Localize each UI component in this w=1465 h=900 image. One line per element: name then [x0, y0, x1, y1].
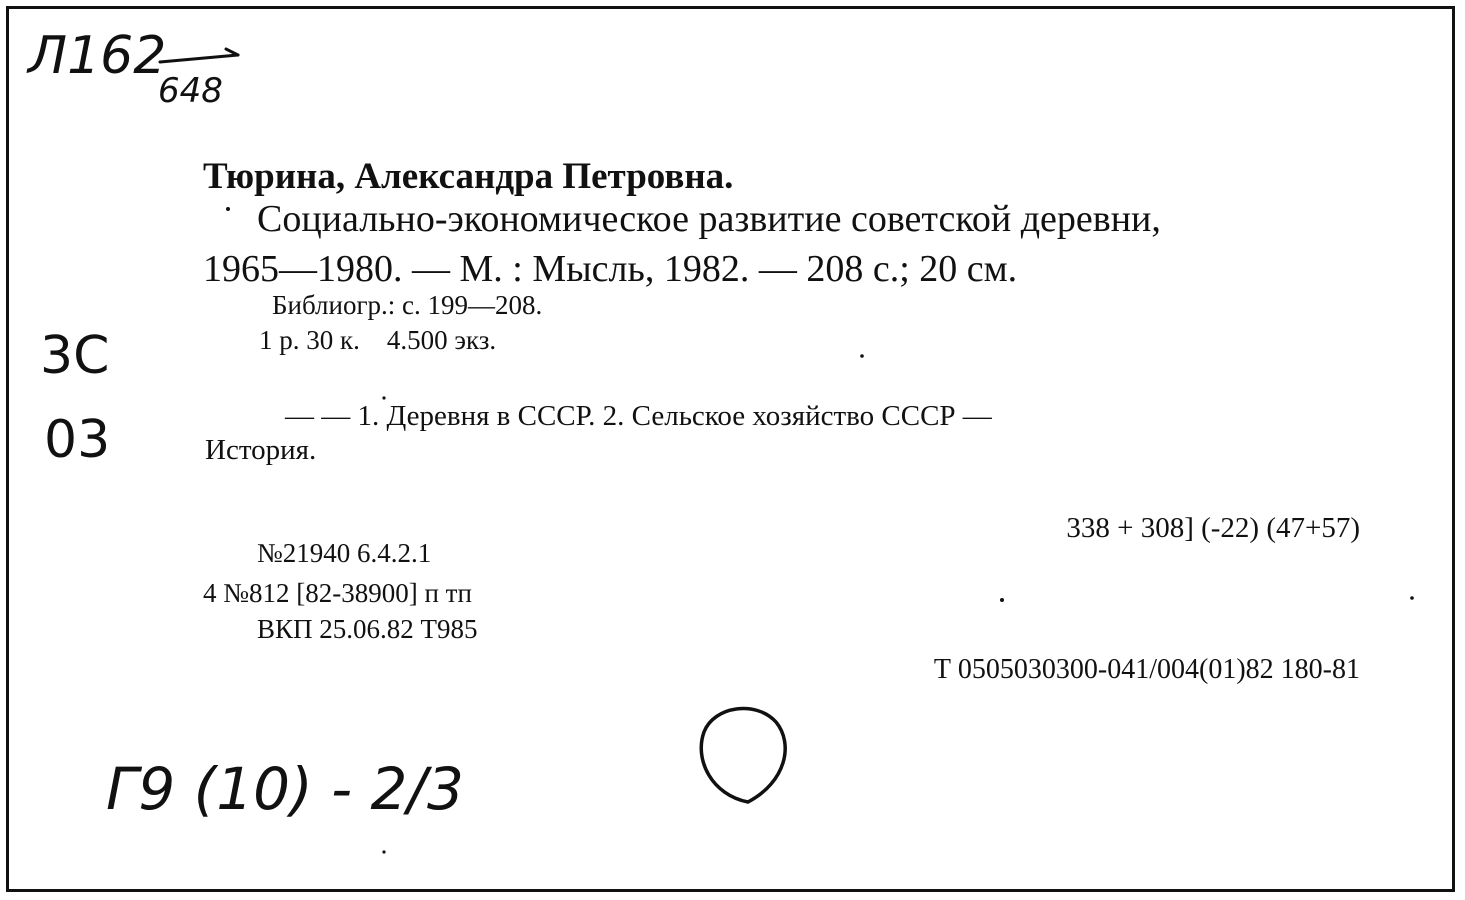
title-line-1: Социально-экономическое развитие советской деревни, — [257, 198, 1161, 240]
handwritten-index-1: 3С — [40, 326, 110, 386]
price-and-copies: 1 р. 30 к. 4.500 экз. — [259, 325, 497, 355]
print-info-line-2: 4 №812 [82-38900] п тп — [203, 578, 472, 608]
speck-3 — [1000, 598, 1004, 602]
speck-4 — [1410, 596, 1414, 600]
handwritten-index-2: 03 — [44, 410, 111, 470]
publication-code: Т 0505030300-041/004(01)82 180-81 — [933, 654, 1360, 685]
classification-numbers: 338 + 308] (-22) (47+57) — [1066, 512, 1360, 544]
title-line-2: 1965—1980. — М. : Мысль, 1982. — 208 с.; 20 см. — [203, 248, 1018, 290]
print-info-line-1: №21940 6.4.2.1 — [257, 538, 432, 568]
hole-loop-mark — [701, 709, 785, 802]
handwritten-shelf-mark: Л162 — [28, 26, 167, 86]
handwritten-shelf-mark-sub: 648 — [158, 71, 223, 111]
speck-6 — [382, 850, 385, 853]
speck-5 — [382, 396, 385, 399]
shelf-mark-stroke — [160, 55, 238, 62]
speck-2 — [860, 354, 864, 358]
author-heading: Тюрина, Александра Петровна. — [203, 156, 734, 197]
print-info-line-3: ВКП 25.06.82 Т985 — [257, 614, 478, 644]
bibliography-note: Библиогр.: с. 199—208. — [272, 290, 543, 320]
subject-headings-line-1: — — 1. Деревня в СССР. 2. Сельское хозяйство СССР — — [285, 400, 992, 432]
subject-headings-line-2: История. — [205, 434, 317, 466]
speck-1 — [226, 207, 230, 211]
handwritten-class-number: Г9 (10) - 2/3 — [106, 755, 464, 823]
